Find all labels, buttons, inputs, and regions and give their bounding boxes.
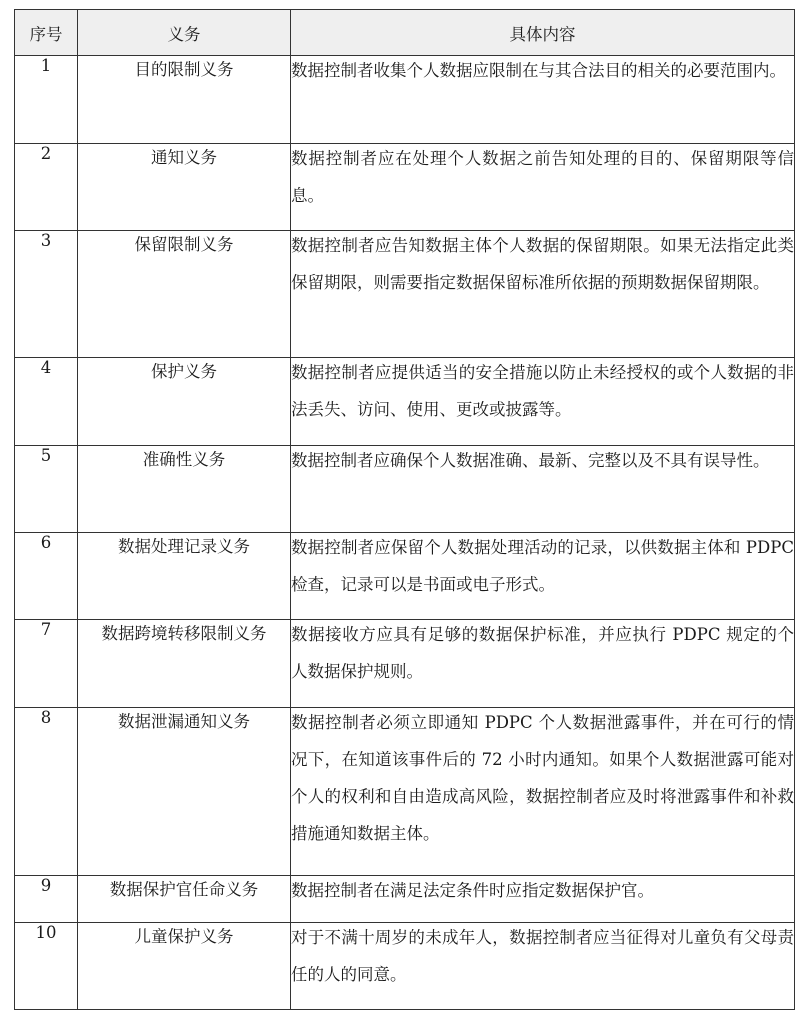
row-content	[291, 56, 795, 144]
table-row	[15, 876, 795, 923]
row-content	[291, 923, 795, 1010]
row-no: 2	[15, 144, 78, 231]
row-duty: 数据泄漏通知义务	[78, 708, 291, 876]
table-row	[15, 56, 795, 144]
table-row	[15, 708, 795, 876]
header-row	[15, 10, 795, 56]
table-row	[15, 533, 795, 620]
row-duty: 数据跨境转移限制义务	[78, 620, 291, 708]
table-body	[15, 56, 795, 1010]
row-content-text: 对于不满十周岁的未成年人，数据控制者应当征得对儿童负有父母责任的人的同意。	[291, 928, 794, 984]
row-content-text: 数据控制者在满足法定条件时应指定数据保护官。	[291, 881, 654, 900]
row-content-text: 数据接收方应具有足够的数据保护标准，并应执行 PDPC 规定的个人数据保护规则。	[291, 625, 794, 681]
row-content-text: 数据控制者应保留个人数据处理活动的记录，以供数据主体和 PDPC 检查，记录可以是书面或电子形式。	[291, 538, 794, 594]
row-content	[291, 144, 795, 231]
row-content	[291, 446, 795, 533]
row-duty: 数据保护官任命义务	[78, 876, 291, 923]
row-content	[291, 876, 795, 923]
row-content-text: 数据控制者应确保个人数据准确、最新、完整以及不具有误导性。	[291, 451, 770, 470]
row-content	[291, 533, 795, 620]
row-no: 7	[15, 620, 78, 708]
table-header	[15, 10, 795, 56]
table-row	[15, 923, 795, 1010]
table-row	[15, 358, 795, 446]
row-content	[291, 231, 795, 358]
header-no: 序号	[15, 10, 78, 56]
row-content-text: 数据控制者必须立即通知 PDPC 个人数据泄露事件，并在可行的情况下，在知道该事件后的 72 小时内通知。如果个人数据泄露可能对个人的权利和自由造成高风险，数据控制者应及时将泄露事件和补救措施通知数据主体。	[291, 713, 794, 843]
table-row	[15, 144, 795, 231]
row-duty: 保留限制义务	[78, 231, 291, 358]
row-content	[291, 708, 795, 876]
row-duty: 数据处理记录义务	[78, 533, 291, 620]
row-content-text: 数据控制者应在处理个人数据之前告知处理的目的、保留期限等信息。	[291, 149, 794, 205]
row-content-text: 数据控制者应告知数据主体个人数据的保留期限。如果无法指定此类保留期限，则需要指定数据保留标准所依据的预期数据保留期限。	[291, 236, 794, 292]
obligations-table	[14, 9, 795, 1010]
row-duty: 目的限制义务	[78, 56, 291, 144]
row-no: 9	[15, 876, 78, 923]
row-duty: 通知义务	[78, 144, 291, 231]
table-row	[15, 620, 795, 708]
row-no: 8	[15, 708, 78, 876]
row-no: 3	[15, 231, 78, 358]
table-row	[15, 231, 795, 358]
row-duty: 准确性义务	[78, 446, 291, 533]
row-content	[291, 620, 795, 708]
row-no: 6	[15, 533, 78, 620]
table-row	[15, 446, 795, 533]
row-no: 5	[15, 446, 78, 533]
row-content	[291, 358, 795, 446]
row-no: 1	[15, 56, 78, 144]
row-content-text: 数据控制者应提供适当的安全措施以防止未经授权的或个人数据的非法丢失、访问、使用、更改或披露等。	[291, 363, 794, 419]
row-duty: 儿童保护义务	[78, 923, 291, 1010]
row-no: 4	[15, 358, 78, 446]
row-content-text: 数据控制者收集个人数据应限制在与其合法目的相关的必要范围内。	[291, 61, 786, 80]
header-duty: 义务	[78, 10, 291, 56]
header-content: 具体内容	[291, 10, 795, 56]
row-duty: 保护义务	[78, 358, 291, 446]
row-no: 10	[15, 923, 78, 1010]
